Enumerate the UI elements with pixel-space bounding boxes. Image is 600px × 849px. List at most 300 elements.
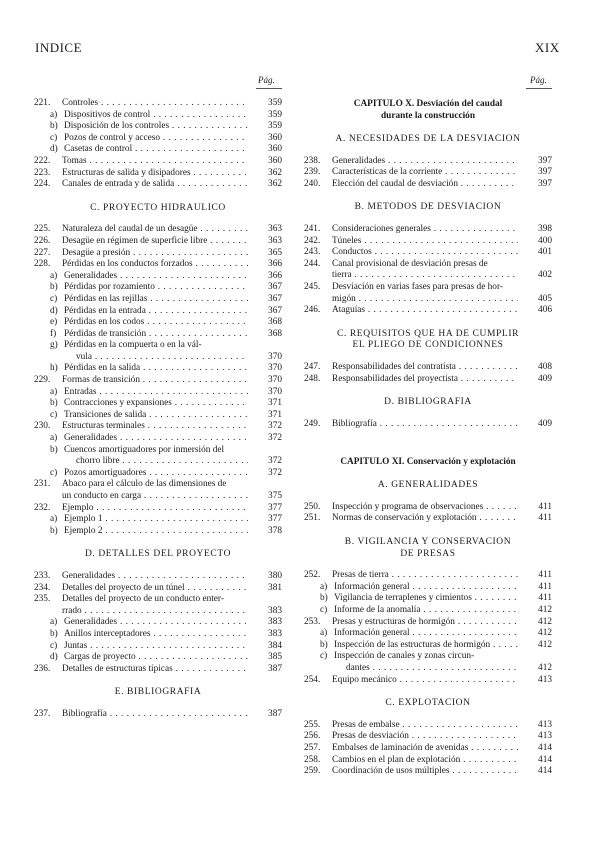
entry-title: Generalidades . . .: [62, 571, 248, 583]
toc-line: [34, 526, 282, 538]
toc-line: [304, 628, 552, 640]
entry-number: 227.: [34, 247, 51, 258]
toc-entry[interactable]: [304, 582, 552, 594]
entry-number: 235.: [34, 594, 51, 605]
entry-title: Abaco para el cálculo de las dimensiones de: [62, 479, 227, 490]
entry-title: Dispositivos de control . . .: [64, 110, 248, 122]
toc-line: [34, 514, 282, 526]
page-number: 401: [538, 247, 552, 258]
page-number: 377: [268, 502, 282, 513]
toc-entry[interactable]: [34, 259, 282, 271]
toc-line: [34, 248, 282, 260]
toc-entry[interactable]: [34, 641, 282, 653]
entry-number: 242.: [304, 235, 321, 246]
entry-title: Normas de conservación y explotación . . .: [332, 513, 518, 525]
toc-line: [34, 421, 282, 433]
page-number: 372: [268, 456, 282, 467]
toc-line: [34, 652, 282, 664]
entry-title: Presas de desviación . . .: [332, 731, 518, 743]
toc-entry[interactable]: [34, 294, 282, 306]
toc-entry[interactable]: [34, 664, 282, 676]
toc-entry[interactable]: [304, 156, 552, 168]
chapter-title-line: CAPITULO X. Desviación del caudal: [353, 99, 503, 109]
sub-letter: c): [320, 651, 328, 662]
sub-letter: c): [50, 409, 58, 420]
sub-letter: a): [50, 270, 58, 281]
entry-title: Detalles del proyecto de un túnel . . .: [62, 583, 248, 595]
sub-letter: a): [50, 386, 58, 397]
entry-title: Responsabilidades del contratista . . .: [332, 362, 518, 374]
toc-entry[interactable]: [34, 329, 282, 341]
entry-title-continuation: migón . . .: [332, 294, 518, 306]
toc-entry[interactable]: [34, 410, 282, 422]
toc-entry[interactable]: [304, 605, 552, 617]
entry-number: 245.: [304, 281, 321, 292]
toc-line: [304, 156, 552, 168]
toc-line: [304, 167, 552, 179]
page-number: 366: [268, 259, 282, 270]
toc-entry[interactable]: [304, 362, 552, 374]
entry-title: Vigilancia de terraplenes y cimientos . . .: [334, 593, 518, 605]
section-heading: C. EXPLOTACION: [385, 698, 471, 709]
toc-entry[interactable]: [34, 709, 282, 721]
page-number: 367: [268, 293, 282, 304]
toc-line: [34, 375, 282, 387]
toc-line: [34, 491, 282, 503]
page-number: 412: [538, 605, 552, 616]
section-heading: A. GENERALIDADES: [377, 480, 479, 491]
sub-letter: a): [50, 433, 58, 444]
page-number: 371: [268, 409, 282, 420]
entry-title: Responsabilidades del proyectista . . .: [332, 374, 518, 386]
toc-entry[interactable]: [34, 156, 282, 168]
toc-line: [34, 236, 282, 248]
entry-title: Pérdidas en los codos . . .: [64, 317, 248, 329]
toc-line: [34, 329, 282, 341]
entry-title: Pozos amortiguadores . . .: [64, 468, 248, 480]
toc-line: [304, 640, 552, 652]
entry-title: Controles . . .: [62, 98, 248, 110]
toc-line: [34, 664, 282, 676]
entry-number: 234.: [34, 582, 51, 593]
page-number: 367: [268, 282, 282, 293]
toc-entry[interactable]: [34, 248, 282, 260]
toc-entry[interactable]: [34, 306, 282, 318]
entry-title: Información general . . .: [334, 582, 518, 594]
sub-letter: b): [320, 639, 328, 650]
entry-title: Generalidades . . .: [64, 617, 248, 629]
entry-number: 259.: [304, 766, 321, 777]
entry-title: Estructuras terminales . . .: [62, 421, 248, 433]
toc-entry[interactable]: [34, 433, 282, 445]
entry-number: 241.: [304, 223, 321, 234]
toc-entry[interactable]: [34, 271, 282, 283]
toc-line: [304, 743, 552, 755]
sub-letter: d): [50, 652, 58, 663]
page-number: 363: [268, 224, 282, 235]
toc-entry[interactable]: [304, 282, 552, 305]
page-number: 412: [538, 616, 552, 627]
entry-title: Desviación en varias fases para presas de hor-: [332, 281, 503, 292]
toc-line: [34, 709, 282, 721]
toc-entry[interactable]: [34, 387, 282, 399]
toc-line: [304, 270, 552, 282]
toc-entry[interactable]: [34, 503, 282, 515]
entry-number: 231.: [34, 479, 51, 490]
entry-number: 239.: [304, 167, 321, 178]
page-number: 413: [538, 731, 552, 742]
entry-title: Detalles del proyecto de un conducto enter-: [62, 594, 224, 605]
sub-letter: a): [50, 514, 58, 525]
toc-entry[interactable]: [34, 179, 282, 191]
entry-title: Bibliografía . . .: [332, 419, 518, 431]
entry-title: Formas de transición . . .: [62, 375, 248, 387]
entry-title-continuation: rrado . . .: [62, 606, 248, 618]
toc-entry[interactable]: [34, 479, 282, 502]
toc-line: [34, 179, 282, 191]
toc-line: [34, 144, 282, 156]
entry-title: Contracciones y expansiones . . .: [64, 398, 248, 410]
toc-line: [34, 271, 282, 283]
toc-entry[interactable]: [304, 236, 552, 248]
section-heading-line: DE PRESAS: [400, 548, 456, 559]
toc-line: [34, 363, 282, 375]
toc-line: [304, 419, 552, 431]
page-number: 414: [538, 754, 552, 765]
toc-line: [34, 224, 282, 236]
page-column-label-right: Pág.: [530, 75, 547, 85]
toc-line: [34, 456, 282, 468]
toc-line: [34, 503, 282, 515]
toc-entry[interactable]: [34, 224, 282, 236]
toc-line: [34, 282, 282, 294]
entry-title: Informe de la anomalía . . .: [334, 605, 518, 617]
page-number: 412: [538, 628, 552, 639]
toc-entry[interactable]: [304, 570, 552, 582]
page-number: 372: [268, 421, 282, 432]
entry-number: 223.: [34, 167, 51, 178]
toc-entry[interactable]: [34, 421, 282, 433]
toc-entry[interactable]: [34, 282, 282, 294]
toc-line: [304, 675, 552, 687]
toc-entry[interactable]: [34, 445, 282, 468]
toc-line: [304, 247, 552, 259]
entry-title: Generalidades . . .: [332, 156, 518, 168]
entry-number: 246.: [304, 305, 321, 316]
page-column-rule-left: [256, 88, 282, 89]
toc-line: [34, 340, 282, 352]
section-heading: D. BIBLIOGRAFIA: [384, 397, 472, 408]
entry-number: 249.: [304, 418, 321, 429]
entry-title: Bibliografía . . .: [62, 709, 248, 721]
toc-entry[interactable]: [34, 317, 282, 329]
sub-letter: d): [50, 144, 58, 155]
toc-line: [34, 479, 282, 491]
entry-number: 225.: [34, 224, 51, 235]
entry-title-continuation: un conducto en carga . . .: [62, 491, 248, 503]
toc-entry[interactable]: [34, 652, 282, 664]
entry-title: Generalidades . . .: [64, 271, 248, 283]
entry-number: 255.: [304, 719, 321, 730]
page-number: 411: [538, 581, 552, 592]
section-heading: C. PROYECTO HIDRAULICO: [90, 202, 226, 213]
entry-title: Pozos de control y acceso . . .: [64, 133, 248, 145]
page-number: 409: [538, 418, 552, 429]
toc-entry[interactable]: [304, 419, 552, 431]
entry-title: Pérdidas en la entrada . . .: [64, 306, 248, 318]
page-number: 359: [268, 121, 282, 132]
entry-title: Conductos . . .: [332, 247, 518, 259]
toc-entry[interactable]: [304, 593, 552, 605]
page-number: 414: [538, 766, 552, 777]
page-number: 370: [268, 375, 282, 386]
page-number: 360: [268, 132, 282, 143]
toc-entry[interactable]: [304, 617, 552, 629]
entry-number: 240.: [304, 178, 321, 189]
sub-letter: d): [50, 305, 58, 316]
toc-line: [304, 617, 552, 629]
entry-title: Ejemplo 1 . . .: [64, 514, 248, 526]
entry-number: 224.: [34, 179, 51, 190]
toc-entry[interactable]: [304, 374, 552, 386]
page-column-label-left: Pág.: [258, 75, 275, 85]
sub-letter: b): [320, 593, 328, 604]
entry-number: 229.: [34, 375, 51, 386]
toc-entry[interactable]: [34, 617, 282, 629]
page-column-rule-right: [526, 88, 552, 89]
toc-entry[interactable]: [34, 526, 282, 538]
section-heading: E. BIBLIOGRAFIA: [114, 687, 202, 698]
page-number: 411: [538, 570, 552, 581]
toc-line: [34, 259, 282, 271]
entry-number: 237.: [34, 708, 51, 719]
entry-title: Naturaleza del caudal de un desagüe . . .: [62, 224, 248, 236]
sub-letter: b): [50, 398, 58, 409]
page-number: 408: [538, 361, 552, 372]
sub-letter: b): [50, 282, 58, 293]
entry-title: Presas y estructuras de hormigón . . .: [332, 617, 518, 629]
entry-number: 244.: [304, 258, 321, 269]
toc-entry[interactable]: [304, 305, 552, 317]
entry-number: 221.: [34, 98, 51, 108]
entry-title-continuation: vula . . .: [76, 352, 248, 364]
page-number: 411: [538, 501, 552, 512]
toc-entry[interactable]: [304, 167, 552, 179]
entry-title: Transiciones de salida . . .: [64, 410, 248, 422]
toc-line: [304, 224, 552, 236]
toc-line: [34, 352, 282, 364]
entry-number: 222.: [34, 155, 51, 166]
toc-entry[interactable]: [34, 629, 282, 641]
toc-line: [34, 629, 282, 641]
entry-number: 232.: [34, 502, 51, 513]
toc-entry[interactable]: [34, 375, 282, 387]
entry-title: Desagüe a presión . . .: [62, 248, 248, 260]
chapter-heading: [304, 98, 552, 122]
page-number: 383: [268, 617, 282, 628]
sub-letter: g): [50, 340, 58, 351]
toc-line: [304, 513, 552, 525]
toc-line: [304, 720, 552, 732]
toc-entry[interactable]: [34, 594, 282, 617]
entry-title: Casetas de control . . .: [64, 144, 248, 156]
entry-number: 251.: [304, 513, 321, 524]
sub-letter: e): [50, 317, 58, 328]
entry-title: Entradas . . .: [64, 387, 248, 399]
page-number: 368: [268, 317, 282, 328]
page-number: 363: [268, 235, 282, 246]
toc-entry[interactable]: [34, 468, 282, 480]
sub-letter: c): [50, 132, 58, 143]
entry-title: Cambios en el plan de explotación . . .: [332, 755, 518, 767]
running-header-right: XIX: [535, 40, 560, 55]
entry-title: Desagüe en régimen de superficie libre . . .: [62, 236, 248, 248]
page-number: 381: [268, 582, 282, 593]
entry-title: Cargas de proyecto . . .: [64, 652, 248, 664]
toc-entry[interactable]: [304, 720, 552, 732]
sub-letter: a): [320, 581, 328, 592]
toc-column-left: [34, 98, 282, 721]
entry-number: 250.: [304, 501, 321, 512]
toc-entry[interactable]: [34, 363, 282, 375]
entry-number: 254.: [304, 674, 321, 685]
toc-entry[interactable]: [304, 651, 552, 674]
entry-number: 248.: [304, 373, 321, 384]
toc-line: [304, 755, 552, 767]
toc-entry[interactable]: [304, 675, 552, 687]
toc-line: [34, 468, 282, 480]
entry-title: Detalles de estructuras típicas . . .: [62, 664, 248, 676]
toc-line: [304, 294, 552, 306]
entry-title: Cuencos amortiguadores por inmersión del: [64, 444, 225, 455]
toc-entry[interactable]: [304, 755, 552, 767]
entry-title: Equipo mecánico . . .: [332, 675, 518, 687]
entry-title: Ejemplo 2 . . .: [64, 526, 248, 538]
toc-entry[interactable]: [34, 110, 282, 122]
entry-title: Embalses de laminación de avenidas . . .: [332, 743, 518, 755]
toc-line: [304, 593, 552, 605]
entry-number: 247.: [304, 361, 321, 372]
entry-title: Pérdidas en los conductos forzados . . .: [62, 259, 248, 271]
entry-title: Ataguías . . .: [332, 305, 518, 317]
page-number: 383: [268, 605, 282, 616]
toc-entry[interactable]: [304, 513, 552, 525]
toc-line: [34, 306, 282, 318]
toc-line: [304, 502, 552, 514]
toc-entry[interactable]: [34, 98, 282, 110]
page-number: 406: [538, 305, 552, 316]
toc-line: [34, 583, 282, 595]
entry-title: Canales de entrada y de salida . . .: [62, 179, 248, 191]
toc-entry[interactable]: [304, 743, 552, 755]
section-heading: A. NECESIDADES DE LA DESVIACION: [335, 134, 521, 144]
page-number: 397: [538, 155, 552, 166]
entry-title: Características de la corriente . . .: [332, 167, 518, 179]
page-number: 414: [538, 742, 552, 753]
sub-letter: c): [50, 640, 58, 651]
toc-entry[interactable]: [304, 628, 552, 640]
chapter-title-line: CAPITULO XI. Conservación y explotación: [340, 457, 516, 468]
toc-line: [304, 570, 552, 582]
toc-entry[interactable]: [34, 121, 282, 133]
toc-entry[interactable]: [304, 502, 552, 514]
entry-title: Disposición de los controles . . .: [64, 121, 248, 133]
page-number: 383: [268, 628, 282, 639]
entry-title: Juntas . . .: [64, 641, 248, 653]
entry-title: Presas de tierra . . .: [332, 570, 518, 582]
toc-line: [34, 410, 282, 422]
toc-line: [34, 317, 282, 329]
toc-line: [34, 445, 282, 457]
toc-entry[interactable]: [34, 571, 282, 583]
section-heading: [304, 329, 552, 352]
page-number: 377: [268, 514, 282, 525]
sub-letter: b): [50, 628, 58, 639]
toc-line: [304, 766, 552, 778]
toc-entry[interactable]: [304, 179, 552, 191]
toc-entry[interactable]: [304, 731, 552, 743]
toc-line: [304, 731, 552, 743]
entry-number: 238.: [304, 155, 321, 166]
entry-title: Pérdidas en la salida . . .: [64, 363, 248, 375]
page-number: 397: [538, 167, 552, 178]
page-number: 371: [268, 398, 282, 409]
toc-entry[interactable]: [34, 514, 282, 526]
entry-title: Información general . . .: [334, 628, 518, 640]
entry-number: 252.: [304, 570, 321, 581]
sub-letter: a): [50, 617, 58, 628]
toc-entry[interactable]: [34, 236, 282, 248]
toc-entry[interactable]: [304, 247, 552, 259]
toc-line: [304, 374, 552, 386]
entry-title-continuation: dantes . . .: [346, 663, 518, 675]
entry-title: Inspección de canales y zonas circun-: [334, 651, 475, 662]
entry-title: Pérdidas en las rejillas . . .: [64, 294, 248, 306]
page-number: 413: [538, 674, 552, 685]
chapter-subtitle-line: durante la construcción: [381, 111, 475, 121]
toc-line: [34, 641, 282, 653]
toc-entry[interactable]: [34, 133, 282, 145]
page-number: 360: [268, 155, 282, 166]
entry-title: Pérdidas de transición . . .: [64, 329, 248, 341]
toc-column-right: [304, 98, 552, 778]
page-number: 380: [268, 570, 282, 581]
toc-entry[interactable]: [34, 144, 282, 156]
page-number: 375: [268, 491, 282, 501]
page-number: 370: [268, 363, 282, 374]
toc-entry[interactable]: [34, 583, 282, 595]
toc-line: [34, 594, 282, 606]
toc-line: [304, 179, 552, 191]
toc-line: [34, 168, 282, 180]
entry-title: Anillos interceptadores . . .: [64, 629, 248, 641]
page-number: 385: [268, 652, 282, 663]
toc-line: [304, 236, 552, 248]
toc-entry[interactable]: [304, 766, 552, 778]
toc-entry[interactable]: [34, 340, 282, 363]
page-number: 366: [268, 270, 282, 281]
toc-entry[interactable]: [304, 259, 552, 282]
toc-entry[interactable]: [34, 398, 282, 410]
toc-line: [34, 98, 282, 110]
toc-entry[interactable]: [304, 640, 552, 652]
page-number: 398: [538, 223, 552, 234]
entry-title: Elección del caudal de desviación . . .: [332, 179, 518, 191]
sub-letter: c): [320, 605, 328, 616]
toc-line: [34, 617, 282, 629]
toc-entry[interactable]: [304, 224, 552, 236]
toc-entry[interactable]: [34, 168, 282, 180]
